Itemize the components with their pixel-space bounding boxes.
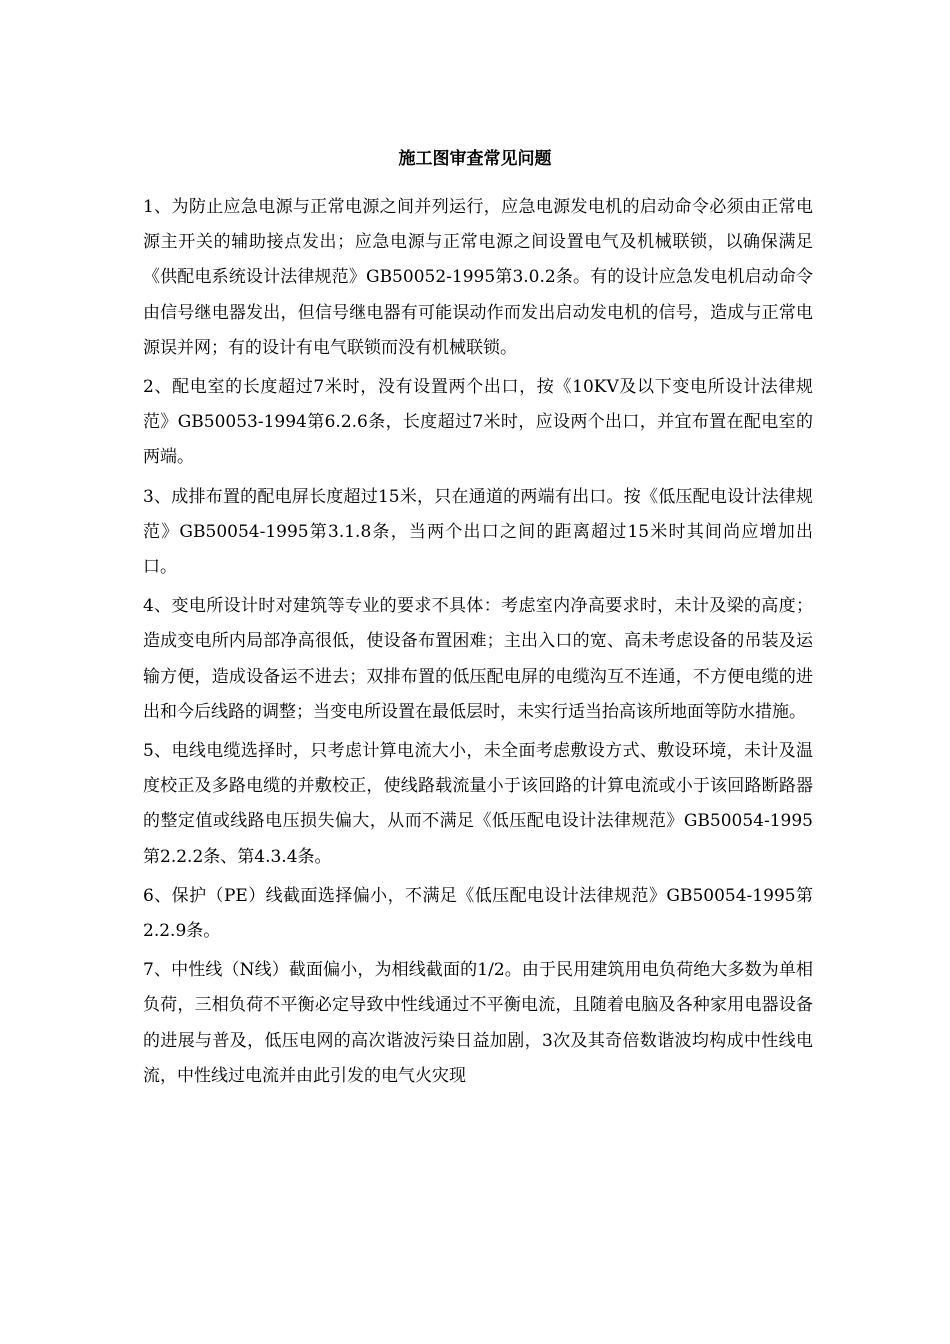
paragraph-2: 2、配电室的长度超过7米时，没有设置两个出口，按《10KV及以下变电所设计法律规范》GB50053-1994第6.2.6条，长度超过7米时，应设两个出口，并宜布置在配电室的两端。 xyxy=(143,377,813,468)
paragraph-1: 1、为防止应急电源与正常电源之间并列运行，应急电源发电机的启动命令必须由正常电源主开关的辅助接点发出；应急电源与正常电源之间设置电气及机械联锁，以确保满足《供配电系统设计法律规范》GB50052-1995第3.0.2条。有的设计应急发电机启动命令由信号继电器发出，但信号继电器有可能误动作而发出启动发电机的信号，造成与正常电源误并网；有的设计有电气联锁而没有机械联锁。 xyxy=(143,197,813,358)
paragraph-7: 7、中性线（N线）截面偏小，为相线截面的1/2。由于民用建筑用电负荷绝大多数为单相负荷，三相负荷不平衡必定导致中性线通过不平衡电流，且随着电脑及各种家用电器设备的进展与普及，低压电网的高次谐波污染日益加剧，3次及其奇倍数谐波均构成中性线电流，中性线过电流并由此引发的电气火灾现 xyxy=(143,960,813,1086)
paragraph-3: 3、成排布置的配电屏长度超过15米，只在通道的两端有出口。按《低压配电设计法律规范》GB50054-1995第3.1.8条，当两个出口之间的距离超过15米时其间尚应增加出口。 xyxy=(143,486,813,578)
paragraph-5: 5、电线电缆选择时，只考虑计算电流大小，未全面考虑敷设方式、敷设环境，未计及温度校正及多路电缆的并敷校正，使线路载流量小于该回路的计算电流或小于该回路断路器的整定值或线路电压损失偏大，从而不满足《低压配电设计法律规范》GB50054-1995第2.2.2条、第4.3.4条。 xyxy=(143,741,813,867)
document-title: 施工图审查常见问题 xyxy=(398,149,552,169)
document-body xyxy=(143,190,813,1098)
paragraph-4: 4、变电所设计时对建筑等专业的要求不具体：考虑室内净高要求时，未计及梁的高度；造成变电所内局部净高很低，使设备布置困难；主出入口的宽、高未考虑设备的吊装及运输方便，造成设备运不进去；双排布置的低压配电屏的电缆沟互不连通，不方便电缆的进出和今后线路的调整；当变电所设置在最低层时，未实行适当抬高该所地面等防水措施。 xyxy=(143,596,813,722)
paragraph-6: 6、保护（PE）线截面选择偏小，不满足《低压配电设计法律规范》GB50054-1995第2.2.9条。 xyxy=(143,885,813,942)
